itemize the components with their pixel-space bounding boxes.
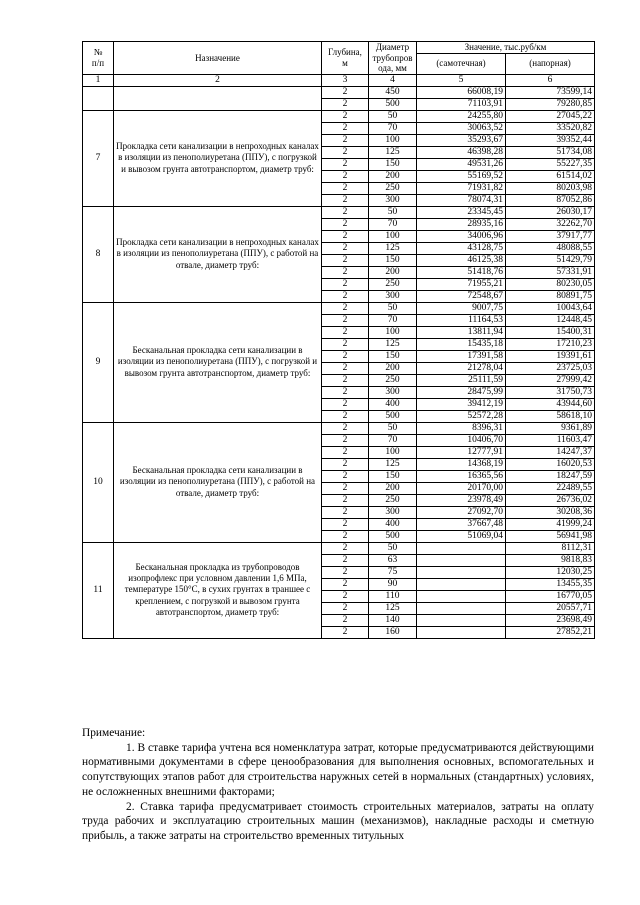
diameter-cell: 200: [369, 482, 417, 494]
gravity-value-cell: [417, 578, 506, 590]
diameter-cell: 200: [369, 362, 417, 374]
diameter-cell: 90: [369, 578, 417, 590]
pressure-value-cell: 32262,70: [506, 218, 595, 230]
depth-cell: 2: [322, 350, 369, 362]
group-desc-cell: Бесканальная прокладка сети канализации в изоляции из пенополиуретана (ППУ), с погрузкой и вывозом грунта автотранспортом, диаметр труб:: [114, 302, 322, 422]
index-cell: 5: [417, 74, 506, 86]
pressure-value-cell: 58618,10: [506, 410, 595, 422]
gravity-value-cell: [417, 554, 506, 566]
diameter-cell: 125: [369, 602, 417, 614]
diameter-cell: 70: [369, 434, 417, 446]
gravity-value-cell: 51418,76: [417, 266, 506, 278]
table-row: [83, 302, 595, 314]
pressure-value-cell: 15400,31: [506, 326, 595, 338]
diameter-cell: 125: [369, 146, 417, 158]
diameter-cell: 125: [369, 458, 417, 470]
pressure-value-cell: 8112,31: [506, 542, 595, 554]
diameter-cell: 300: [369, 506, 417, 518]
pressure-value-cell: 23698,49: [506, 614, 595, 626]
group-desc-cell: Прокладка сети канализации в непроходных каналах в изоляции из пенополиуретана (ППУ), с работой на отвале, диаметр труб:: [114, 206, 322, 302]
pressure-value-cell: 80891,75: [506, 290, 595, 302]
pressure-value-cell: 18247,59: [506, 470, 595, 482]
diameter-cell: 300: [369, 290, 417, 302]
gravity-value-cell: 15435,18: [417, 338, 506, 350]
header-num: № п/п: [83, 42, 114, 75]
depth-cell: 2: [322, 242, 369, 254]
gravity-value-cell: 55169,52: [417, 170, 506, 182]
diameter-cell: 100: [369, 230, 417, 242]
table-row: [83, 542, 595, 554]
note-paragraph-2: 2. Ставка тарифа предусматривает стоимость строительных материалов, затраты на оплату труда рабочих и эксплуатацию строительных машин (механизмов), накладные расходы и сметную прибыль, а также затраты на строительство временных титульных: [82, 800, 594, 842]
gravity-value-cell: 46125,38: [417, 254, 506, 266]
diameter-cell: 125: [369, 242, 417, 254]
diameter-cell: 200: [369, 170, 417, 182]
depth-cell: 2: [322, 326, 369, 338]
table-row: [83, 110, 595, 122]
gravity-value-cell: 34006,96: [417, 230, 506, 242]
pressure-value-cell: 27852,21: [506, 626, 595, 638]
gravity-value-cell: 66008,19: [417, 86, 506, 98]
pressure-value-cell: 17210,23: [506, 338, 595, 350]
diameter-cell: 125: [369, 338, 417, 350]
diameter-cell: 500: [369, 530, 417, 542]
depth-cell: 2: [322, 386, 369, 398]
depth-cell: 2: [322, 314, 369, 326]
pressure-value-cell: 48088,55: [506, 242, 595, 254]
depth-cell: 2: [322, 410, 369, 422]
pressure-value-cell: 16770,05: [506, 590, 595, 602]
group-desc-cell: Прокладка сети канализации в непроходных каналах в изоляции из пенополиуретана (ППУ), с погрузкой и вывозом грунта автотранспортом, диаметр труб:: [114, 110, 322, 206]
diameter-cell: 50: [369, 110, 417, 122]
depth-cell: 2: [322, 374, 369, 386]
pressure-value-cell: 87052,86: [506, 194, 595, 206]
diameter-cell: 150: [369, 350, 417, 362]
depth-cell: 2: [322, 602, 369, 614]
pressure-value-cell: 9818,83: [506, 554, 595, 566]
depth-cell: 2: [322, 398, 369, 410]
pressure-value-cell: 10043,64: [506, 302, 595, 314]
gravity-value-cell: [417, 566, 506, 578]
header-row: [83, 42, 595, 54]
gravity-value-cell: 35293,67: [417, 134, 506, 146]
depth-cell: 2: [322, 530, 369, 542]
pressure-value-cell: 41999,24: [506, 518, 595, 530]
index-cell: 1: [83, 74, 114, 86]
diameter-cell: 500: [369, 98, 417, 110]
pressure-value-cell: 43944,60: [506, 398, 595, 410]
diameter-cell: 150: [369, 158, 417, 170]
gravity-value-cell: 52572,28: [417, 410, 506, 422]
header-pressure: (напорная): [506, 53, 595, 74]
gravity-value-cell: 21278,04: [417, 362, 506, 374]
pressure-value-cell: 51429,79: [506, 254, 595, 266]
depth-cell: 2: [322, 518, 369, 530]
gravity-value-cell: 71955,21: [417, 278, 506, 290]
depth-cell: 2: [322, 542, 369, 554]
diameter-cell: 160: [369, 626, 417, 638]
index-cell: 4: [369, 74, 417, 86]
pressure-value-cell: 23725,03: [506, 362, 595, 374]
table-row: [83, 86, 595, 98]
gravity-value-cell: 71103,91: [417, 98, 506, 110]
depth-cell: 2: [322, 230, 369, 242]
depth-cell: 2: [322, 494, 369, 506]
gravity-value-cell: 46398,28: [417, 146, 506, 158]
pressure-value-cell: 56941,98: [506, 530, 595, 542]
depth-cell: 2: [322, 218, 369, 230]
depth-cell: 2: [322, 194, 369, 206]
note-title: Примечание:: [82, 727, 146, 739]
depth-cell: 2: [322, 158, 369, 170]
diameter-cell: 150: [369, 254, 417, 266]
gravity-value-cell: 27092,70: [417, 506, 506, 518]
depth-cell: 2: [322, 110, 369, 122]
gravity-value-cell: [417, 590, 506, 602]
diameter-cell: 200: [369, 266, 417, 278]
group-num-cell: 7: [83, 110, 114, 206]
gravity-value-cell: [417, 542, 506, 554]
tariff-table: [82, 41, 595, 639]
diameter-cell: 50: [369, 422, 417, 434]
gravity-value-cell: 10406,70: [417, 434, 506, 446]
depth-cell: 2: [322, 290, 369, 302]
depth-cell: 2: [322, 506, 369, 518]
pressure-value-cell: 33520,82: [506, 122, 595, 134]
depth-cell: 2: [322, 590, 369, 602]
gravity-value-cell: 14368,19: [417, 458, 506, 470]
gravity-value-cell: 17391,58: [417, 350, 506, 362]
gravity-value-cell: 25111,59: [417, 374, 506, 386]
depth-cell: 2: [322, 278, 369, 290]
pressure-value-cell: 57331,91: [506, 266, 595, 278]
gravity-value-cell: 13811,94: [417, 326, 506, 338]
diameter-cell: 300: [369, 386, 417, 398]
pressure-value-cell: 55227,35: [506, 158, 595, 170]
gravity-value-cell: 20170,00: [417, 482, 506, 494]
gravity-value-cell: 23978,49: [417, 494, 506, 506]
diameter-cell: 70: [369, 314, 417, 326]
pressure-value-cell: 9361,89: [506, 422, 595, 434]
depth-cell: 2: [322, 482, 369, 494]
gravity-value-cell: 72548,67: [417, 290, 506, 302]
diameter-cell: 75: [369, 566, 417, 578]
gravity-value-cell: 28935,16: [417, 218, 506, 230]
group-desc-cell: [114, 86, 322, 110]
depth-cell: 2: [322, 206, 369, 218]
table-row: [83, 422, 595, 434]
depth-cell: 2: [322, 170, 369, 182]
diameter-cell: 100: [369, 446, 417, 458]
depth-cell: 2: [322, 362, 369, 374]
depth-cell: 2: [322, 134, 369, 146]
diameter-cell: 400: [369, 398, 417, 410]
diameter-cell: 50: [369, 542, 417, 554]
pressure-value-cell: 12448,45: [506, 314, 595, 326]
pressure-value-cell: 79280,85: [506, 98, 595, 110]
pressure-value-cell: 61514,02: [506, 170, 595, 182]
index-cell: 6: [506, 74, 595, 86]
group-num-cell: 11: [83, 542, 114, 638]
note-section: [82, 726, 594, 844]
pressure-value-cell: 20557,71: [506, 602, 595, 614]
diameter-cell: 100: [369, 326, 417, 338]
depth-cell: 2: [322, 146, 369, 158]
diameter-cell: 250: [369, 182, 417, 194]
diameter-cell: 500: [369, 410, 417, 422]
diameter-cell: 140: [369, 614, 417, 626]
depth-cell: 2: [322, 446, 369, 458]
gravity-value-cell: 23345,45: [417, 206, 506, 218]
note-paragraph-1: 1. В ставке тарифа учтена вся номенклатура затрат, которые предусматриваются действующими нормативными документами в сфере ценообразования для выполнения основных, вспомогательных и сопутствующих этапов работ для строительства наружных сетей в нормальных (стандартных) условиях, не осложненных внешними факторами;: [82, 741, 594, 798]
gravity-value-cell: 37667,48: [417, 518, 506, 530]
depth-cell: 2: [322, 458, 369, 470]
pressure-value-cell: 39352,44: [506, 134, 595, 146]
gravity-value-cell: 12777,91: [417, 446, 506, 458]
diameter-cell: 100: [369, 134, 417, 146]
depth-cell: 2: [322, 434, 369, 446]
depth-cell: 2: [322, 302, 369, 314]
gravity-value-cell: 28475,99: [417, 386, 506, 398]
pressure-value-cell: 31750,73: [506, 386, 595, 398]
depth-cell: 2: [322, 254, 369, 266]
pressure-value-cell: 51734,08: [506, 146, 595, 158]
gravity-value-cell: [417, 602, 506, 614]
pressure-value-cell: 16020,53: [506, 458, 595, 470]
diameter-cell: 250: [369, 278, 417, 290]
depth-cell: 2: [322, 266, 369, 278]
gravity-value-cell: 71931,82: [417, 182, 506, 194]
diameter-cell: 70: [369, 122, 417, 134]
group-desc-cell: Бесканальная прокладка из трубопроводов изопрофлекс при условном давлении 1,6 МПа, температуре 150°С, в сухих грунтах в траншее с креплением, с погрузкой и вывозом грунта автотранспортом, диаметр труб:: [114, 542, 322, 638]
gravity-value-cell: 43128,75: [417, 242, 506, 254]
gravity-value-cell: 9007,75: [417, 302, 506, 314]
pressure-value-cell: 80230,05: [506, 278, 595, 290]
pressure-value-cell: 22489,55: [506, 482, 595, 494]
pressure-value-cell: 19391,61: [506, 350, 595, 362]
diameter-cell: 300: [369, 194, 417, 206]
diameter-cell: 450: [369, 86, 417, 98]
pressure-value-cell: 80203,98: [506, 182, 595, 194]
pressure-value-cell: 27045,22: [506, 110, 595, 122]
pressure-value-cell: 30208,36: [506, 506, 595, 518]
pressure-value-cell: 13455,35: [506, 578, 595, 590]
depth-cell: 2: [322, 614, 369, 626]
index-row: [83, 74, 595, 86]
index-cell: 2: [114, 74, 322, 86]
header-name: Назначение: [114, 42, 322, 75]
gravity-value-cell: 49531,26: [417, 158, 506, 170]
depth-cell: 2: [322, 554, 369, 566]
pressure-value-cell: 14247,37: [506, 446, 595, 458]
table-row: [83, 206, 595, 218]
gravity-value-cell: 51069,04: [417, 530, 506, 542]
gravity-value-cell: 30063,52: [417, 122, 506, 134]
group-num-cell: 9: [83, 302, 114, 422]
group-num-cell: 10: [83, 422, 114, 542]
group-num-cell: [83, 86, 114, 110]
header-diameter: Диаметр трубопров ода, мм: [369, 42, 417, 75]
group-num-cell: 8: [83, 206, 114, 302]
depth-cell: 2: [322, 86, 369, 98]
depth-cell: 2: [322, 182, 369, 194]
pressure-value-cell: 26736,02: [506, 494, 595, 506]
header-value: Значение, тыс.руб/км: [417, 42, 595, 54]
header-depth: Глубина, м: [322, 42, 369, 75]
pressure-value-cell: 12030,25: [506, 566, 595, 578]
group-desc-cell: Бесканальная прокладка сети канализации в изоляции из пенополиуретана (ППУ), с работой на отвале, диаметр труб:: [114, 422, 322, 542]
gravity-value-cell: [417, 614, 506, 626]
diameter-cell: 50: [369, 206, 417, 218]
diameter-cell: 110: [369, 590, 417, 602]
pressure-value-cell: 27999,42: [506, 374, 595, 386]
diameter-cell: 150: [369, 470, 417, 482]
diameter-cell: 70: [369, 218, 417, 230]
depth-cell: 2: [322, 566, 369, 578]
gravity-value-cell: 39412,19: [417, 398, 506, 410]
gravity-value-cell: 8396,31: [417, 422, 506, 434]
gravity-value-cell: 24255,80: [417, 110, 506, 122]
gravity-value-cell: 78074,31: [417, 194, 506, 206]
gravity-value-cell: 16365,56: [417, 470, 506, 482]
pressure-value-cell: 37917,77: [506, 230, 595, 242]
gravity-value-cell: 11164,53: [417, 314, 506, 326]
diameter-cell: 250: [369, 494, 417, 506]
diameter-cell: 400: [369, 518, 417, 530]
depth-cell: 2: [322, 422, 369, 434]
pressure-value-cell: 11603,47: [506, 434, 595, 446]
gravity-value-cell: [417, 626, 506, 638]
index-cell: 3: [322, 74, 369, 86]
pressure-value-cell: 73599,14: [506, 86, 595, 98]
diameter-cell: 50: [369, 302, 417, 314]
diameter-cell: 63: [369, 554, 417, 566]
header-gravity: (самотечная): [417, 53, 506, 74]
depth-cell: 2: [322, 338, 369, 350]
pressure-value-cell: 26030,17: [506, 206, 595, 218]
diameter-cell: 250: [369, 374, 417, 386]
depth-cell: 2: [322, 98, 369, 110]
tariff-document: [82, 41, 594, 639]
depth-cell: 2: [322, 626, 369, 638]
depth-cell: 2: [322, 122, 369, 134]
depth-cell: 2: [322, 470, 369, 482]
depth-cell: 2: [322, 578, 369, 590]
